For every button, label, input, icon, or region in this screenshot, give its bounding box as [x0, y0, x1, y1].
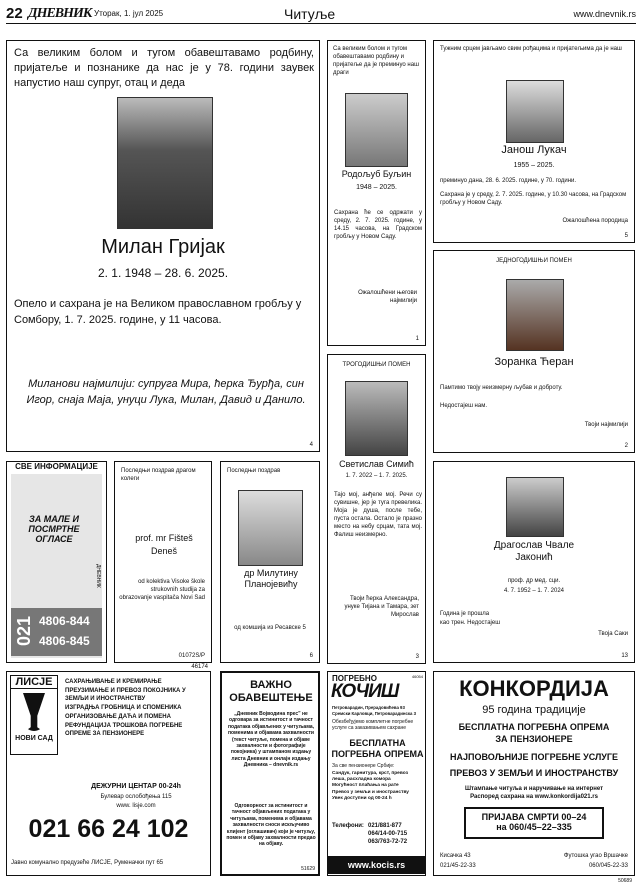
page-header: [6, 4, 636, 24]
ad-kocis: [327, 671, 426, 876]
obituary-fistes: [114, 461, 212, 663]
obituary-large: [6, 40, 320, 452]
obituary-jakonic: [433, 461, 635, 663]
notice-title: ВАЖНО ОБАВЕШТЕЊЕ: [229, 679, 313, 704]
mourners: Твоји ћерка Александра, унуке Тијана и Тамара, зет Мирослав: [344, 596, 419, 618]
deceased-name: Светислав Симић: [339, 459, 414, 469]
kocis-tel-label: Телефони:: [332, 823, 364, 829]
deceased-name: др Милутину Планојевићу: [244, 568, 298, 589]
deceased-name: Јанош Лукач: [501, 144, 567, 156]
phone-1: 4806-844: [39, 614, 90, 628]
sender: Твоја Саки: [598, 631, 628, 637]
kocis-top: ПОГРЕБНО: [332, 674, 377, 683]
notice-number: 2: [624, 443, 628, 449]
info-title: СВЕ ИНФОРМАЦИЈЕ: [7, 462, 106, 471]
mourners: Ожалошћена породица: [562, 218, 628, 224]
deceased-name: Зоранка Ћеран: [494, 356, 574, 368]
section-title: Читуље: [284, 5, 336, 22]
kocis-list-item: Сандук, гарнитура, крст, превоз лешa, расхладна комора: [332, 771, 408, 783]
dates: 2. 1. 1948 – 28. 6. 2025.: [97, 266, 229, 280]
obituary-simic: [327, 354, 426, 664]
konkordija-line-6: Распоред сахрана на www.konkordija021.rs: [470, 794, 598, 800]
ad-notice: [220, 671, 320, 876]
notice-number: 3: [415, 654, 419, 660]
ad-code: 46054: [411, 674, 423, 679]
kocis-tel-2: 064/14-00-715: [368, 831, 408, 837]
deceased-name: Драгослав Чвале Јаконић: [493, 540, 575, 563]
kocis-tel-1: 021/881-877: [368, 823, 402, 829]
mourners: Твоји најмилији: [584, 422, 628, 428]
memorial-title: ТРОГОДИШЊИ ПОМЕН: [342, 362, 411, 368]
deceased-name: prof. mr Fišteš Deneš: [135, 533, 193, 556]
konkordija-line-4: ПРЕВОЗ У ЗЕМЉИ И ИНОСТРАНСТВУ: [449, 768, 619, 778]
portrait-photo: [506, 279, 564, 351]
company: Јавно комунално предузеће ЛИСЈЕ, Руменачки пут 65: [11, 860, 164, 866]
konkordija-line-2: ЗА ПЕНЗИОНЕРЕ: [495, 734, 573, 744]
kocis-web: www.kocis.rs: [328, 856, 425, 874]
service-list: [65, 678, 209, 738]
death-report-box: [464, 807, 604, 839]
konkordija-years: 95 година традиције: [482, 704, 586, 716]
obituary-lukac: [433, 40, 635, 243]
logo: ДНЕВНИК: [28, 5, 92, 21]
ad-konkordija: [433, 671, 635, 884]
site-url: www.dnevnik.rs: [573, 8, 636, 19]
portrait-photo: [238, 490, 303, 566]
portrait-photo: [345, 93, 408, 167]
mourners: Миланови најмилији: супруга Мира, ћерка Ђурђа, син Игор, снаја Маја, унуци Лука, Милан, Давид и Данило.: [26, 378, 306, 406]
konkordija-logo: КОНКОРДИЈА: [459, 676, 609, 701]
service-item: ОРГАНИЗОВАЊЕ ДАЋА И ПОМЕНА: [65, 714, 171, 720]
phone-number: 021 66 24 102: [28, 815, 189, 843]
info-panel: [11, 474, 102, 658]
ad-lisje: [6, 664, 211, 876]
kocis-sub: За све пензионере Србије:: [332, 763, 395, 769]
office-1-address: Кисачка 43: [440, 853, 471, 859]
intro-text: Са великим болом и тугом обавештавамо родбину, пријатеље и познанике да нас је у 78. години заувек напустио наш супруг, отац и деда: [14, 47, 314, 89]
ad-code: 01072S/P: [178, 653, 205, 659]
kocis-list: [332, 771, 422, 802]
memorial-text-2: Недостајеш нам.: [440, 403, 487, 409]
office-2-address: Футошка угао Вршачке: [563, 853, 628, 859]
phone-block: [11, 608, 102, 656]
portrait-photo: [345, 381, 408, 456]
deceased-name: Милан Гријак: [101, 236, 225, 258]
ad-code: 51629: [301, 866, 315, 872]
ad-info: [6, 461, 107, 663]
service-item: САХРАЊИВАЊЕ И КРЕМИРАЊЕ: [65, 679, 162, 685]
website: www. lisje.com: [116, 803, 156, 809]
kocis-list-item: Увек доступни од 00-24 h: [332, 795, 392, 801]
kocis-address: Петроварадин, Прерадовићева 93 Сремски Карловци, Петроварадинска 3: [332, 705, 416, 716]
konkordija-line-3: НАЈПОВОЉНИЈЕ ПОГРЕБНЕ УСЛУГЕ: [449, 752, 618, 762]
notice-number: 4: [309, 442, 313, 448]
dates: 1948 – 2025.: [356, 184, 397, 191]
ad-code: 50689: [618, 878, 632, 884]
portrait-photo: [117, 97, 213, 229]
death-report-2: на 060/45–22–335: [496, 822, 572, 832]
funeral-text: Сахрана је у среду, 2. 7. 2025. године, у 10.30 часова, на Градском гробљу у Новом Саду.: [440, 192, 627, 206]
memorial-text: Тајо мој, анђеле мој. Речи су сувишне, јер је туга превелика. Моја је душа, после тебе, пуста остала. Остало је празно место на небу срцам, тата мој. Фалиш неизмерно.: [334, 492, 422, 538]
konkordija-line-5: Штампање читуља и наручивање на интернет: [464, 786, 604, 792]
intro-text: Последњи поздрав драгом колеги: [121, 468, 196, 482]
ad-code: 46174: [191, 664, 208, 670]
service-item: РЕФУНДАЦИЈА ТРОШКОВА ПОГРЕБНЕ ОПРЕМЕ ЗА ПЕНЗИОНЕРЕ: [65, 723, 183, 737]
deceased-name: Родољуб Буљин: [341, 169, 412, 179]
notice-number: 5: [624, 233, 628, 239]
kocis-logo: КОЧИШ: [331, 681, 399, 702]
kocis-list-item: Могућност плаћања на рате: [332, 783, 399, 789]
portrait-photo: [506, 477, 564, 537]
portrait-photo: [506, 80, 564, 143]
kocis-tel-3: 063/763-72-72: [368, 839, 408, 845]
obituary-planojevic: [220, 461, 320, 663]
memorial-text: Година је прошла: [440, 611, 490, 617]
info-sub: ЗА МАЛЕ И ПОСМРТНЕ ОГЛАСЕ: [28, 514, 80, 544]
colleagues-text: od kolektiva Visoke škole strukovnih studija za obrazovanje vaspitača Novi Sad: [119, 579, 205, 601]
service-item: ПРЕУЗИМАЊЕ И ПРЕВОЗ ПОКОЈНИКА У ЗЕМЉИ И ИНОСТРАНСТВУ: [65, 688, 186, 702]
intro-text: Последњи поздрав: [227, 468, 281, 474]
notice-text-1: „Дневник Војводина прес” не одговара за истинитост и тачност података објављених у читуљама, поменима и објавама захвалности (текст читуље, помена и објаве захвалности и фотографије покојника) у штампаном издању листа Дневник и онлајн издању Дневника – dnevnik.rs: [227, 711, 315, 769]
konkordija-line-1: БЕСПЛАТНА ПОГРЕБНА ОПРЕМА: [458, 722, 610, 732]
office-2-phone: 060/045-22-33: [588, 863, 628, 869]
street: Булевар ослобођења 115: [100, 794, 172, 800]
intro-text: Са великим болом и тугом обавештавамо родбину и пријатеље да је преминуо наш драги: [333, 46, 419, 76]
lisje-logo: ЛИСЈЕ: [11, 676, 57, 689]
dates: 1955 – 2025.: [513, 162, 555, 169]
phone-prefix: 021: [14, 616, 34, 647]
info-side: ДНЕВНИК: [95, 564, 101, 588]
duty-center: ДЕЖУРНИ ЦЕНТАР 00-24h: [91, 783, 181, 790]
memorial-text: Памтимо твоју неизмерну љубав и доброту.: [440, 385, 563, 391]
kocis-service: Обезбеђујемо комплетне погребне услуге са заказивањем сахране: [332, 719, 414, 731]
lisje-city: НОВИ САД: [15, 735, 53, 742]
neighbors-text: од комшија из Рeсавске 5: [234, 625, 306, 631]
notice-number: 6: [309, 653, 313, 659]
died-text: преминуо дана, 28. 6. 2025. године, у 70. години.: [440, 178, 577, 184]
issue-date: Уторак, 1. јул 2025: [94, 9, 164, 18]
notice-text-2: Одговорност за истинитост и тачност објављених података у читуљама, поменима и објавама захвалности сноси искључиво клијент (оглашивач) који је читуљу, помен и објаву захвалности предао на објаву.: [226, 803, 316, 848]
dates: 4. 7. 1952 – 1. 7. 2024: [503, 588, 565, 594]
lisje-logo-block: [10, 675, 58, 755]
cup-icon: [23, 693, 45, 731]
mourners: Ожалошћени његови најмилији: [358, 290, 417, 304]
funeral-text: Опело и сахрана је на Великом православном гробљу у Сомбору, 1. 7. 2025. године, у 11 часова.: [14, 298, 302, 326]
phone-2: 4806-845: [39, 634, 90, 648]
death-report-1: ПРИЈАВА СМРТИ 00–24: [481, 812, 587, 822]
notice-number: 13: [621, 653, 628, 659]
intro-text: Тужним срцем јављамо свим рођацима и пријатељима да је наш: [440, 46, 622, 52]
service-item: ИЗГРАДЊА ГРОБНИЦА И СПОМЕНИКА: [65, 705, 182, 711]
memorial-text-2: као трен. Недостајеш: [440, 620, 501, 626]
obituary-buljin: [327, 40, 426, 346]
page-number: 22: [6, 5, 23, 22]
kocis-title: БЕСПЛАТНА ПОГРЕБНА ОПРЕМА: [331, 738, 424, 759]
office-1-phone: 021/45-22-33: [440, 863, 476, 869]
funeral-text: Сахрана ће се одржати у среду, 2. 7. 2025. године, у 14.15 часова, на Градском гробљу у Новом Саду.: [334, 210, 422, 240]
obituary-ceran: [433, 250, 635, 453]
kocis-list-item: Превоз у земљи и иностранству: [332, 789, 409, 795]
dates: 1. 7. 2022 – 1. 7. 2025.: [345, 473, 408, 479]
notice-number: 1: [415, 336, 419, 342]
academic-title: проф. др мед. сци.: [507, 578, 561, 584]
memorial-title: ЈЕДНОГОДИШЊИ ПОМЕН: [496, 258, 572, 264]
